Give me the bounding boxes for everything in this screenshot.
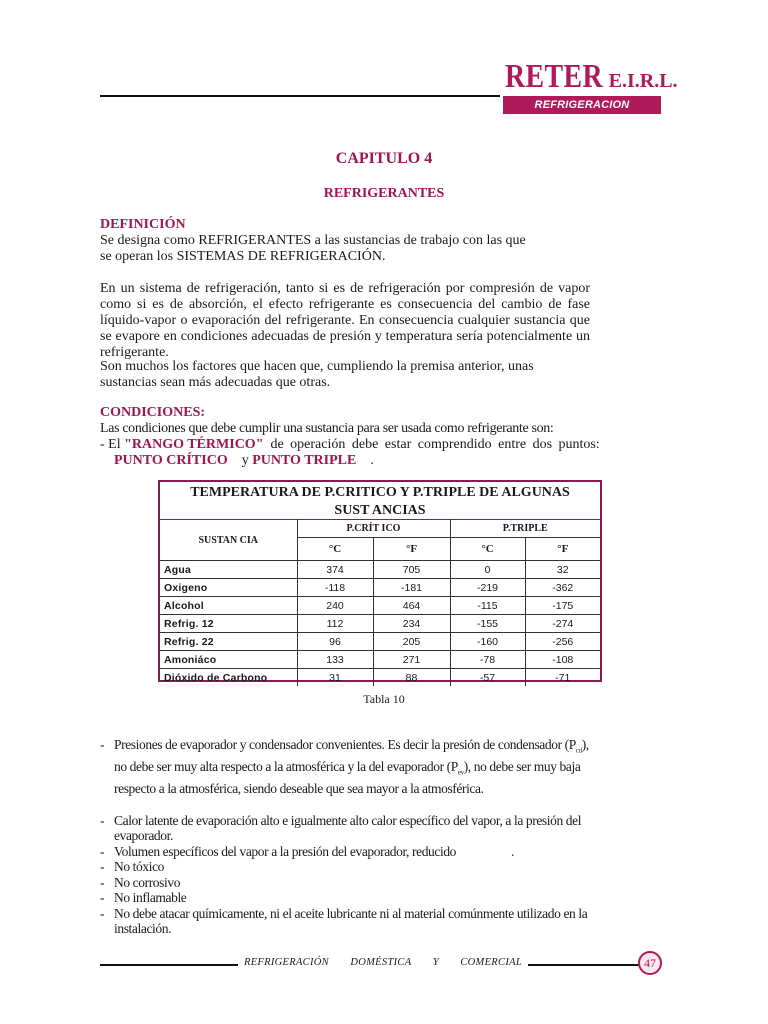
list-dash: - bbox=[100, 859, 105, 875]
pressures-text-b: ), no debe ser muy alta respecto a la atmosférica y la del evaporador (P bbox=[114, 737, 589, 775]
critical-f: 205 bbox=[373, 633, 450, 651]
header-rule bbox=[100, 95, 500, 97]
critical-point-label: PUNTO CRÍTICO bbox=[114, 453, 228, 468]
conditions-heading: CONDICIONES: bbox=[100, 405, 206, 420]
table-row bbox=[160, 669, 600, 687]
footer-word-4: COMERCIAL bbox=[460, 957, 522, 968]
definition-heading: DEFINICIÓN bbox=[100, 217, 186, 232]
specific-volume-text: Volumen específicos del vapor a la presión del evaporador, reducido bbox=[114, 843, 457, 859]
critical-f: 464 bbox=[373, 597, 450, 615]
footer-word-3: Y bbox=[432, 957, 439, 968]
brand-suffix: E.I.R.L. bbox=[608, 70, 678, 92]
thermal-range-prefix: - El bbox=[100, 437, 121, 452]
table-row bbox=[160, 615, 600, 633]
requirements-list bbox=[100, 737, 600, 937]
substance-name: Refrig. 12 bbox=[160, 615, 297, 633]
list-item bbox=[100, 875, 600, 891]
unit-celsius: °C bbox=[450, 538, 525, 561]
list-item bbox=[100, 844, 600, 860]
list-dash: - bbox=[100, 843, 105, 859]
brand-name: RETER bbox=[505, 58, 604, 95]
critical-f: 705 bbox=[373, 561, 450, 579]
triple-f: -71 bbox=[525, 669, 600, 687]
triple-c: -160 bbox=[450, 633, 525, 651]
list-item bbox=[100, 737, 600, 797]
latent-heat-text: Calor latente de evaporación alto e igualmente alto calor específico del vapor, a la presión del evaporador. bbox=[114, 812, 582, 844]
list-dash: - bbox=[100, 874, 105, 890]
footer-rule-left bbox=[100, 964, 238, 966]
critical-c: 31 bbox=[297, 669, 373, 687]
temperature-data-table bbox=[160, 519, 600, 686]
triple-f: -256 bbox=[525, 633, 600, 651]
temperature-table bbox=[158, 480, 602, 682]
list-dash: - bbox=[100, 890, 105, 906]
table-row bbox=[160, 579, 600, 597]
pressures-text-c: ), no debe ser muy baja respecto a la atmosférica, siendo deseable que sea mayor a la atmosférica. bbox=[114, 759, 581, 797]
non-corrosive-text: No corrosivo bbox=[114, 874, 181, 890]
triple-c: -78 bbox=[450, 651, 525, 669]
col-critical-point: P.CRÍT ICO bbox=[297, 520, 450, 538]
triple-f: 32 bbox=[525, 561, 600, 579]
col-triple-point: P.TRIPLE bbox=[450, 520, 600, 538]
col-substance: SUSTAN CIA bbox=[160, 520, 297, 561]
chemical-attack-text: No debe atacar químicamente, ni el aceite lubricante ni al material comúnmente utilizado en la instalación. bbox=[114, 905, 588, 937]
critical-c: 112 bbox=[297, 615, 373, 633]
unit-celsius: °C bbox=[297, 538, 373, 561]
triple-c: -57 bbox=[450, 669, 525, 687]
section-title: REFRIGERANTES bbox=[323, 186, 445, 201]
thermal-range-line bbox=[100, 437, 620, 453]
footer-rule-right bbox=[528, 964, 640, 966]
triple-f: -274 bbox=[525, 615, 600, 633]
critical-c: 96 bbox=[297, 633, 373, 651]
specific-volume-end: . bbox=[511, 843, 515, 859]
footer-word-1: REFRIGERACIÓN bbox=[244, 957, 329, 968]
line-end: . bbox=[370, 453, 374, 468]
unit-fahrenheit: °F bbox=[525, 538, 600, 561]
table-header-row bbox=[160, 520, 600, 538]
substance-name: Alcohol bbox=[160, 597, 297, 615]
critical-c: 374 bbox=[297, 561, 373, 579]
table-row bbox=[160, 633, 600, 651]
critical-f: 88 bbox=[373, 669, 450, 687]
conjunction: y bbox=[241, 453, 249, 468]
thermal-range-term: "RANGO TÉRMICO" bbox=[124, 437, 264, 452]
table-row bbox=[160, 597, 600, 615]
triple-c: -115 bbox=[450, 597, 525, 615]
unit-fahrenheit: °F bbox=[373, 538, 450, 561]
definition-paragraph-1: Se designa como REFRIGERANTES a las sustancias de trabajo con las que se operan los SISTEMAS DE REFRIGERACIÓN. bbox=[100, 233, 526, 264]
critical-f: 271 bbox=[373, 651, 450, 669]
pressures-sub-cd: cd bbox=[575, 746, 582, 755]
brand-tagline: REFRIGERACION TERMODINAMICA bbox=[503, 96, 661, 114]
list-dash: - bbox=[100, 905, 105, 921]
substance-name: Oxigeno bbox=[160, 579, 297, 597]
pressures-sub-ev: ev bbox=[457, 768, 464, 777]
table-caption: Tabla 10 bbox=[363, 692, 405, 706]
substance-name: Dióxido de Carbono bbox=[160, 669, 297, 687]
page-number: 47 bbox=[638, 951, 662, 975]
brand-logo bbox=[505, 60, 678, 94]
table-row bbox=[160, 651, 600, 669]
substance-name: Amoniáco bbox=[160, 651, 297, 669]
footer-word-2: DOMÉSTICA bbox=[350, 957, 412, 968]
non-flammable-text: No inflamable bbox=[114, 890, 187, 906]
table-row bbox=[160, 561, 600, 579]
list-item bbox=[100, 906, 600, 937]
table-title-line-1: TEMPERATURA DE P.CRITICO Y P.TRIPLE DE ALGUNAS bbox=[190, 485, 570, 500]
critical-f: -181 bbox=[373, 579, 450, 597]
substance-name: Refrig. 22 bbox=[160, 633, 297, 651]
list-item bbox=[100, 859, 600, 875]
critical-c: 133 bbox=[297, 651, 373, 669]
thermal-range-suffix: de operación debe estar comprendido entre dos puntos: bbox=[270, 437, 600, 452]
triple-c: -219 bbox=[450, 579, 525, 597]
thermal-points-line bbox=[114, 453, 604, 469]
table-title-line-2: SUST ANCIAS bbox=[334, 503, 426, 518]
substance-name: Agua bbox=[160, 561, 297, 579]
footer-text bbox=[244, 957, 522, 968]
table-title bbox=[160, 484, 600, 520]
critical-c: 240 bbox=[297, 597, 373, 615]
critical-c: -118 bbox=[297, 579, 373, 597]
list-item bbox=[100, 890, 600, 906]
conditions-intro: Las condiciones que debe cumplir una sustancia para ser usada como refrigerante son: bbox=[100, 421, 554, 436]
triple-f: -175 bbox=[525, 597, 600, 615]
pressures-text-a: Presiones de evaporador y condensador convenientes. Es decir la presión de condensador (P bbox=[114, 737, 576, 752]
triple-c: 0 bbox=[450, 561, 525, 579]
definition-paragraph-2: En un sistema de refrigeración, tanto si es de refrigeración por compresión de vapor como si es de absorción, el efecto refrigerante es consecuencia del cambio de fase líquido-vapor o evaporación del refrigerante. En consecuencia cualquier sustancia que se evapore en condiciones adecuadas de presión y temperatura sería potencialmente un refrigerante. bbox=[100, 281, 590, 360]
definition-paragraph-3: Son muchos los factores que hacen que, cumpliendo la premisa anterior, unas sustancias sean más adecuadas que otras. bbox=[100, 359, 534, 390]
chapter-title: CAPITULO 4 bbox=[335, 150, 433, 167]
non-toxic-text: No tóxico bbox=[114, 859, 165, 875]
triple-c: -155 bbox=[450, 615, 525, 633]
triple-f: -362 bbox=[525, 579, 600, 597]
triple-point-label: PUNTO TRIPLE bbox=[252, 453, 357, 468]
triple-f: -108 bbox=[525, 651, 600, 669]
list-dash: - bbox=[100, 737, 105, 752]
critical-f: 234 bbox=[373, 615, 450, 633]
list-dash: - bbox=[100, 812, 105, 828]
list-item bbox=[100, 813, 600, 844]
